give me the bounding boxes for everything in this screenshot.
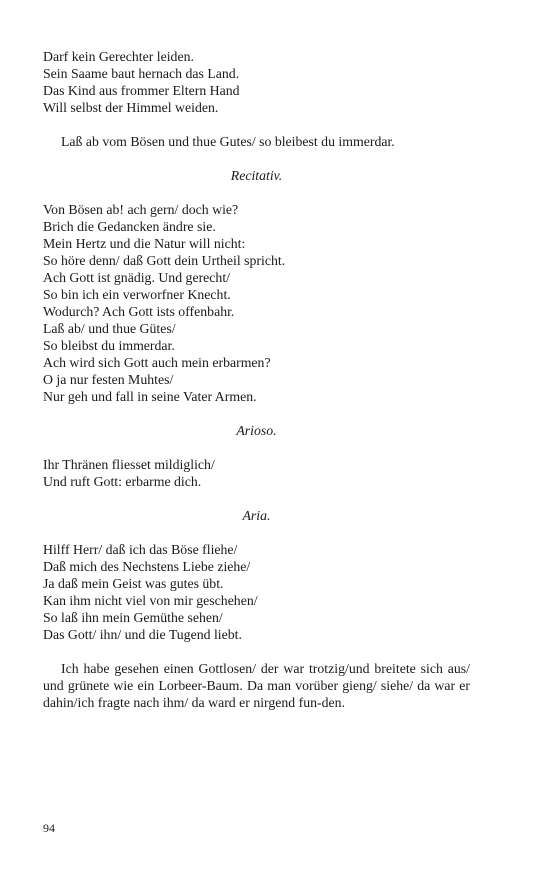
document-page <box>43 48 470 711</box>
verse-line: So bin ich ein verworfner Knecht. <box>43 287 231 302</box>
verse-line: Brich die Gedancken ändre sie. <box>43 219 216 234</box>
spacer <box>43 405 470 422</box>
verse-line: Mein Hertz und die Natur will nicht: <box>43 236 246 251</box>
verse-line: So höre denn/ daß Gott dein Urtheil spricht. <box>43 253 286 268</box>
section-heading-aria: Aria. <box>242 508 271 523</box>
verse-line: Ihr Thränen fliesset mildiglich/ <box>43 457 215 472</box>
verse-line: Darf kein Gerechter leiden. <box>43 49 194 64</box>
spacer <box>43 150 470 167</box>
spacer <box>43 116 470 133</box>
spacer <box>43 643 470 660</box>
prose-paragraph-1: Laß ab vom Bösen und thue Gutes/ so bleibest du immerdar. <box>61 134 395 149</box>
verse-line: Daß mich des Nechstens Liebe ziehe/ <box>43 559 251 574</box>
verse-line: Das Gott/ ihn/ und die Tugend liebt. <box>43 627 242 642</box>
verse-line: Laß ab/ und thue Gütes/ <box>43 321 176 336</box>
spacer <box>43 524 470 541</box>
verse-line: Hilff Herr/ daß ich das Böse fliehe/ <box>43 542 238 557</box>
stanza-1 <box>43 48 470 116</box>
spacer <box>43 439 470 456</box>
verse-line: Und ruft Gott: erbarme dich. <box>43 474 202 489</box>
verse-line: Ja daß mein Geist was gutes übt. <box>43 576 224 591</box>
verse-line: Ach wird sich Gott auch mein erbarmen? <box>43 355 271 370</box>
page-number: 94 <box>43 821 55 835</box>
verse-line: Will selbst der Himmel weiden. <box>43 100 219 115</box>
spacer <box>43 184 470 201</box>
section-heading-recitativ: Recitativ. <box>230 168 283 183</box>
verse-line: Nur geh und fall in seine Vater Armen. <box>43 389 257 404</box>
recitativ-block <box>43 201 470 405</box>
verse-line: Kan ihm nicht viel von mir geschehen/ <box>43 593 258 608</box>
verse-line: So laß ihn mein Gemüthe sehen/ <box>43 610 223 625</box>
verse-line: Sein Saame baut hernach das Land. <box>43 66 240 81</box>
verse-line: Ach Gott ist gnädig. Und gerecht/ <box>43 270 230 285</box>
verse-line: So bleibst du immerdar. <box>43 338 175 353</box>
verse-line: Wodurch? Ach Gott ists offenbahr. <box>43 304 235 319</box>
arioso-block <box>43 456 470 490</box>
aria-block <box>43 541 470 643</box>
section-heading-arioso: Arioso. <box>236 423 277 438</box>
verse-line: Das Kind aus frommer Eltern Hand <box>43 83 240 98</box>
verse-line: Von Bösen ab! ach gern/ doch wie? <box>43 202 239 217</box>
verse-line: O ja nur festen Muhtes/ <box>43 372 174 387</box>
prose-paragraph-2: Ich habe gesehen einen Gottlosen/ der war trotzig/und breitete sich aus/ und grünete wie ein Lorbeer-Baum. Da man vorüber gieng/ siehe/ da war er dahin/ich fragte nach ihm/ da ward er nirgend fun-den. <box>43 661 470 710</box>
spacer <box>43 490 470 507</box>
